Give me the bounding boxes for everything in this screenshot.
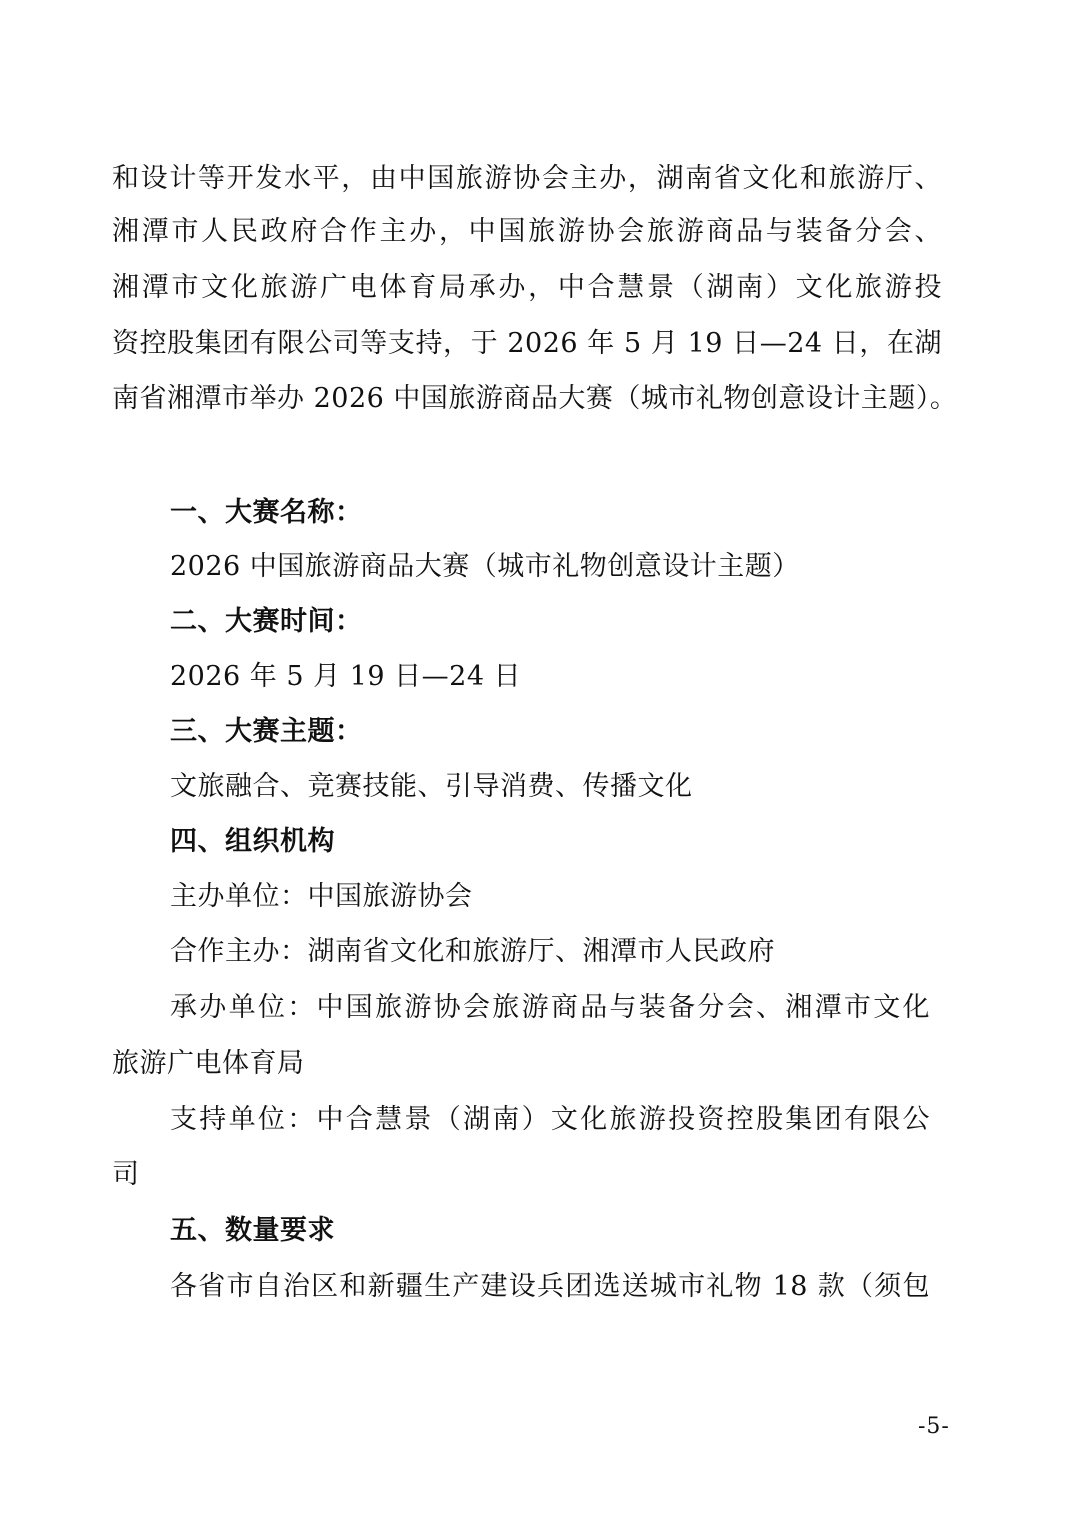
intro-line-2: 湘潭市人民政府合作主办，中国旅游协会旅游商品与装备分会、	[112, 216, 942, 247]
intro-line-3: 湘潭市文化旅游广电体育局承办，中合慧景（湖南）文化旅游投	[112, 272, 942, 303]
section-5-text-line-1: 各省市自治区和新疆生产建设兵团选送城市礼物 18 款（须包	[170, 1271, 930, 1302]
section-4-heading: 四、组织机构	[170, 826, 335, 857]
section-4-organizer-line-2: 旅游广电体育局	[112, 1048, 305, 1079]
intro-line-5: 南省湘潭市举办 2026 中国旅游商品大赛（城市礼物创意设计主题）。	[112, 383, 958, 414]
section-1-text: 2026 中国旅游商品大赛（城市礼物创意设计主题）	[170, 551, 800, 582]
section-5-heading: 五、数量要求	[170, 1215, 335, 1246]
intro-line-4: 资控股集团有限公司等支持，于 2026 年 5 月 19 日—24 日，在湖	[112, 328, 942, 359]
section-4-supporter-line-1: 支持单位：中合慧景（湖南）文化旅游投资控股集团有限公	[170, 1104, 930, 1135]
section-4-cohost: 合作主办：湖南省文化和旅游厅、湘潭市人民政府	[170, 936, 775, 967]
section-2-heading: 二、大赛时间：	[170, 606, 363, 637]
section-2-text: 2026 年 5 月 19 日—24 日	[170, 661, 522, 692]
section-4-organizer-line-1: 承办单位：中国旅游协会旅游商品与装备分会、湘潭市文化	[170, 992, 930, 1023]
page-number: -5-	[918, 1414, 950, 1439]
section-3-heading: 三、大赛主题：	[170, 716, 363, 747]
intro-line-1: 和设计等开发水平，由中国旅游协会主办，湖南省文化和旅游厅、	[112, 163, 942, 194]
section-1-heading: 一、大赛名称：	[170, 497, 363, 528]
section-3-text: 文旅融合、竞赛技能、引导消费、传播文化	[170, 771, 693, 802]
section-4-supporter-line-2: 司	[112, 1159, 140, 1190]
section-4-host: 主办单位：中国旅游协会	[170, 881, 473, 912]
